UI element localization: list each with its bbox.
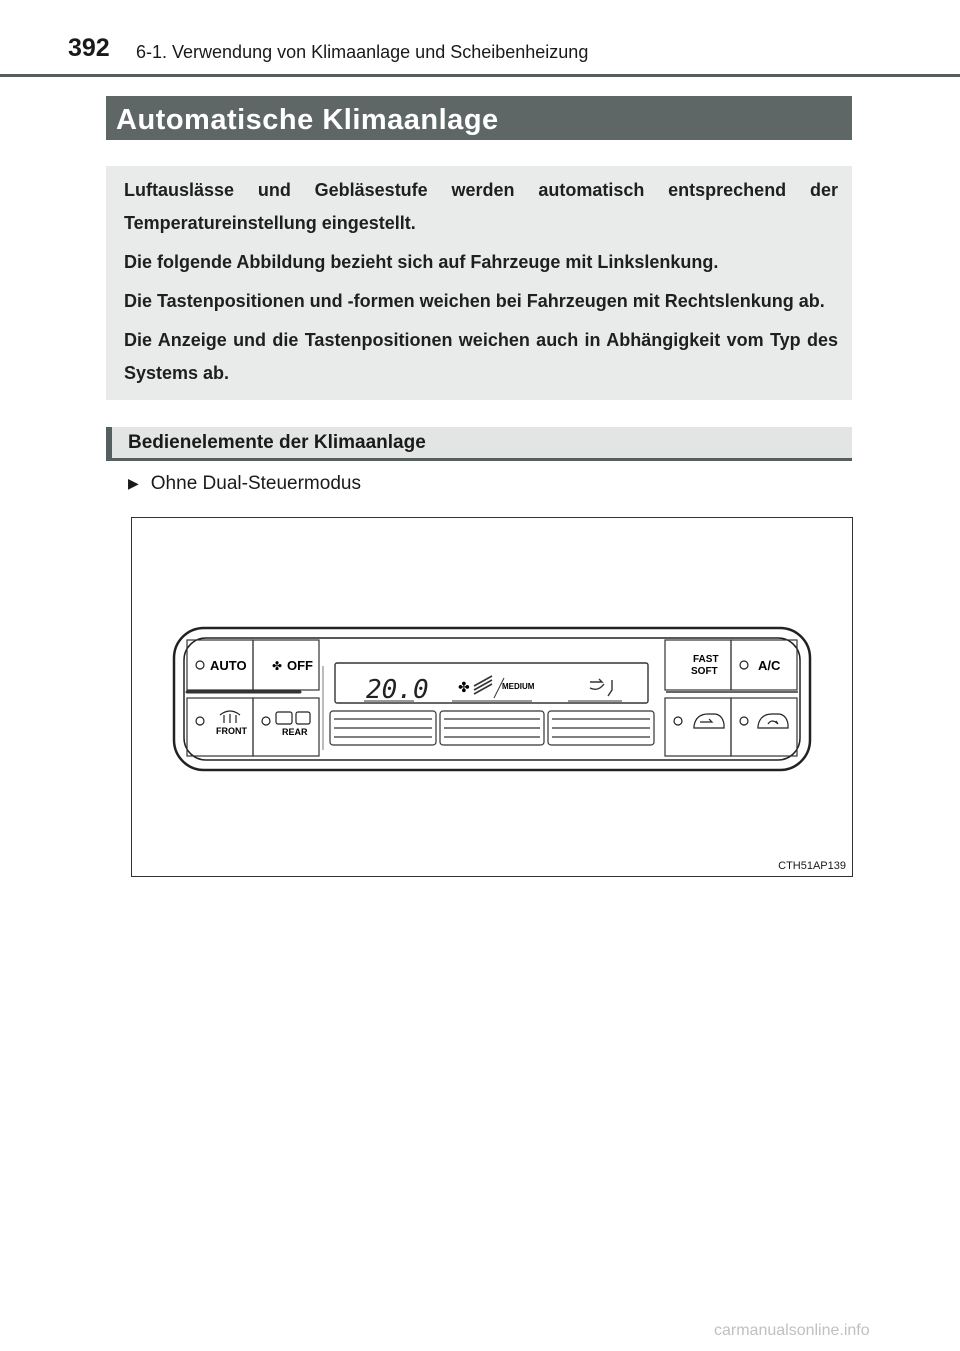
intro-paragraph: Die Tastenpositionen und -formen weichen bei Fahrzeugen mit Rechtslenkung ab. xyxy=(124,291,825,311)
chapter-title: 6-1. Verwendung von Klimaanlage und Scheibenheizung xyxy=(136,42,589,62)
fan-mode-label: MEDIUM xyxy=(502,682,535,691)
temperature-readout: 20.0 xyxy=(366,675,429,705)
rear-label: REAR xyxy=(282,727,308,737)
fan-speed-icon: ✤ xyxy=(458,680,470,696)
auto-label: AUTO xyxy=(210,658,247,673)
sub-item xyxy=(128,473,361,495)
page-title: Automatische Klimaanlage xyxy=(106,96,852,140)
climate-panel-figure xyxy=(131,517,853,877)
header-divider xyxy=(0,74,960,77)
intro-box xyxy=(106,166,852,400)
ac-label: A/C xyxy=(758,658,781,673)
intro-paragraph: Die Anzeige und die Tastenpositionen weichen auch in Abhängigkeit vom Typ des Systems ab. xyxy=(124,330,838,383)
intro-paragraph: Luftauslässe und Gebläsestufe werden automatisch entsprechend der Temperatureinstellung eingestellt. xyxy=(124,180,838,233)
off-label: OFF xyxy=(287,658,313,673)
watermark-footer: carmanualsonline.info xyxy=(714,1322,870,1339)
page-number: 392 xyxy=(68,34,110,62)
front-label: FRONT xyxy=(216,726,247,736)
fast-label: FAST xyxy=(693,654,719,665)
figure-code: CTH51AP139 xyxy=(778,860,846,872)
fan-icon: ✤ xyxy=(272,659,283,673)
section-heading: Bedienelemente der Klimaanlage xyxy=(106,427,852,461)
page-header xyxy=(0,0,960,80)
intro-paragraph: Die folgende Abbildung bezieht sich auf Fahrzeuge mit Linkslenkung. xyxy=(124,252,719,272)
climate-panel-illustration xyxy=(132,518,852,876)
triangle-bullet-icon: ▶ xyxy=(128,475,139,491)
sub-item-label: Ohne Dual-Steuermodus xyxy=(150,473,361,494)
soft-label: SOFT xyxy=(691,666,718,677)
